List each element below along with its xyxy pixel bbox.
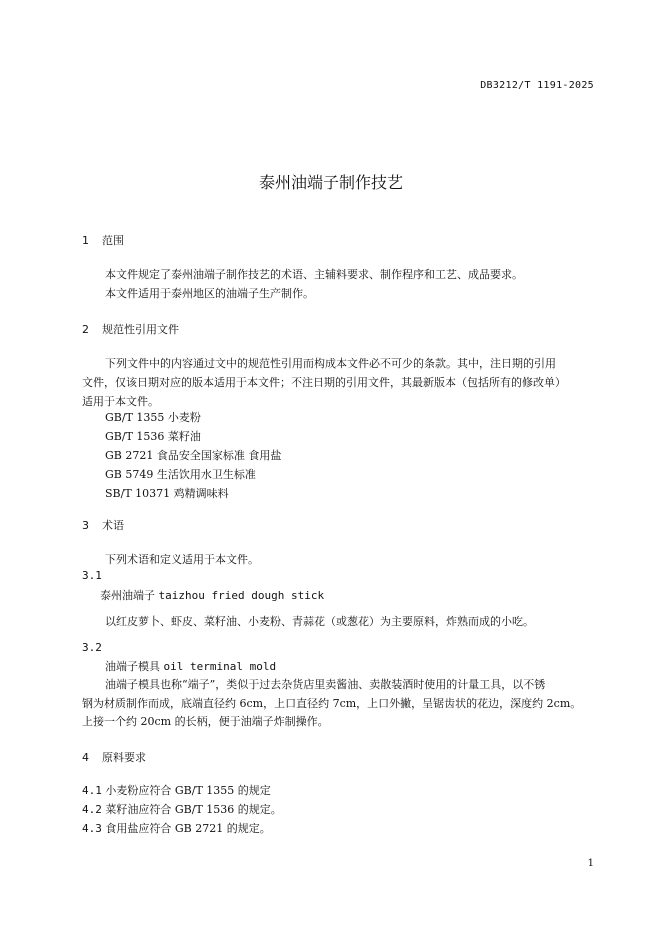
reference-item: SB/T 10371 鸡精调味料 (105, 487, 229, 500)
list-item (82, 782, 271, 798)
section-title: 原料要求 (102, 751, 146, 764)
paragraph-line: 下列文件中的内容通过文中的规范性引用而构成本文件必不可少的条款。其中，注日期的引用 (105, 357, 556, 370)
term-definition: 上接一个约 20cm 的长柄，便于油端子炸制操作。 (82, 715, 329, 728)
page-title: 泰州油端子制作技艺 (258, 173, 403, 192)
section-number: 4 (82, 751, 89, 764)
section-4-heading (82, 749, 146, 765)
item-number: 4.2 (82, 803, 102, 816)
item-number: 4.3 (82, 822, 102, 835)
list-item (82, 801, 282, 817)
section-number: 3 (82, 519, 89, 532)
item-text: 菜籽油应符合 GB/T 1536 的规定。 (105, 803, 282, 816)
page-number: 1 (587, 858, 594, 869)
paragraph-line: 适用于本文件。 (82, 395, 159, 408)
paragraph: 本文件适用于泰州地区的油端子生产制作。 (105, 287, 314, 300)
section-1-heading (82, 232, 124, 248)
paragraph-line: 文件，仅该日期对应的版本适用于本文件；不注日期的引用文件，其最新版本（包括所有的修改单） (82, 376, 566, 389)
section-title: 术语 (102, 519, 124, 532)
reference-item: GB 2721 食品安全国家标准 食用盐 (105, 449, 282, 462)
term-entry (100, 587, 324, 603)
term-entry (105, 658, 276, 674)
reference-item: GB 5749 生活饮用水卫生标准 (105, 468, 256, 481)
item-text: 小麦粉应符合 GB/T 1355 的规定 (105, 784, 271, 797)
term-number: 3.2 (82, 641, 102, 654)
paragraph: 本文件规定了泰州油端子制作技艺的术语、主辅料要求、制作程序和工艺、成品要求。 (105, 268, 523, 281)
list-item (82, 820, 271, 836)
term-name-en: taizhou fried dough stick (158, 589, 325, 602)
item-number: 4.1 (82, 784, 102, 797)
paragraph: 下列术语和定义适用于本文件。 (105, 553, 259, 566)
term-name-cn: 油端子模具 (105, 660, 160, 673)
section-number: 2 (82, 323, 89, 336)
term-definition: 以红皮萝卜、虾皮、菜籽油、小麦粉、青蒜花（或葱花）为主要原料，炸熟而成的小吃。 (105, 615, 534, 628)
term-number: 3.1 (82, 569, 102, 582)
section-2-heading (82, 321, 179, 337)
section-title: 规范性引用文件 (102, 323, 179, 336)
document-number: DB3212/T 1191-2025 (480, 80, 594, 91)
section-title: 范围 (102, 234, 124, 247)
reference-item: GB/T 1536 菜籽油 (105, 430, 201, 443)
section-number: 1 (82, 234, 89, 247)
term-name-en: oil terminal mold (163, 660, 277, 673)
reference-item: GB/T 1355 小麦粉 (105, 411, 201, 424)
term-definition: 油端子模具也称“端子”，类似于过去杂货店里卖酱油、卖散装酒时使用的计量工具，以不锈 (105, 678, 546, 691)
item-text: 食用盐应符合 GB 2721 的规定。 (105, 822, 271, 835)
term-name-cn: 泰州油端子 (100, 589, 155, 602)
term-definition: 钢为材质制作而成，底端直径约 6cm，上口直径约 7cm，上口外撇，呈锯齿状的花边，深度约 2cm。 (82, 697, 582, 710)
section-3-heading (82, 517, 124, 533)
